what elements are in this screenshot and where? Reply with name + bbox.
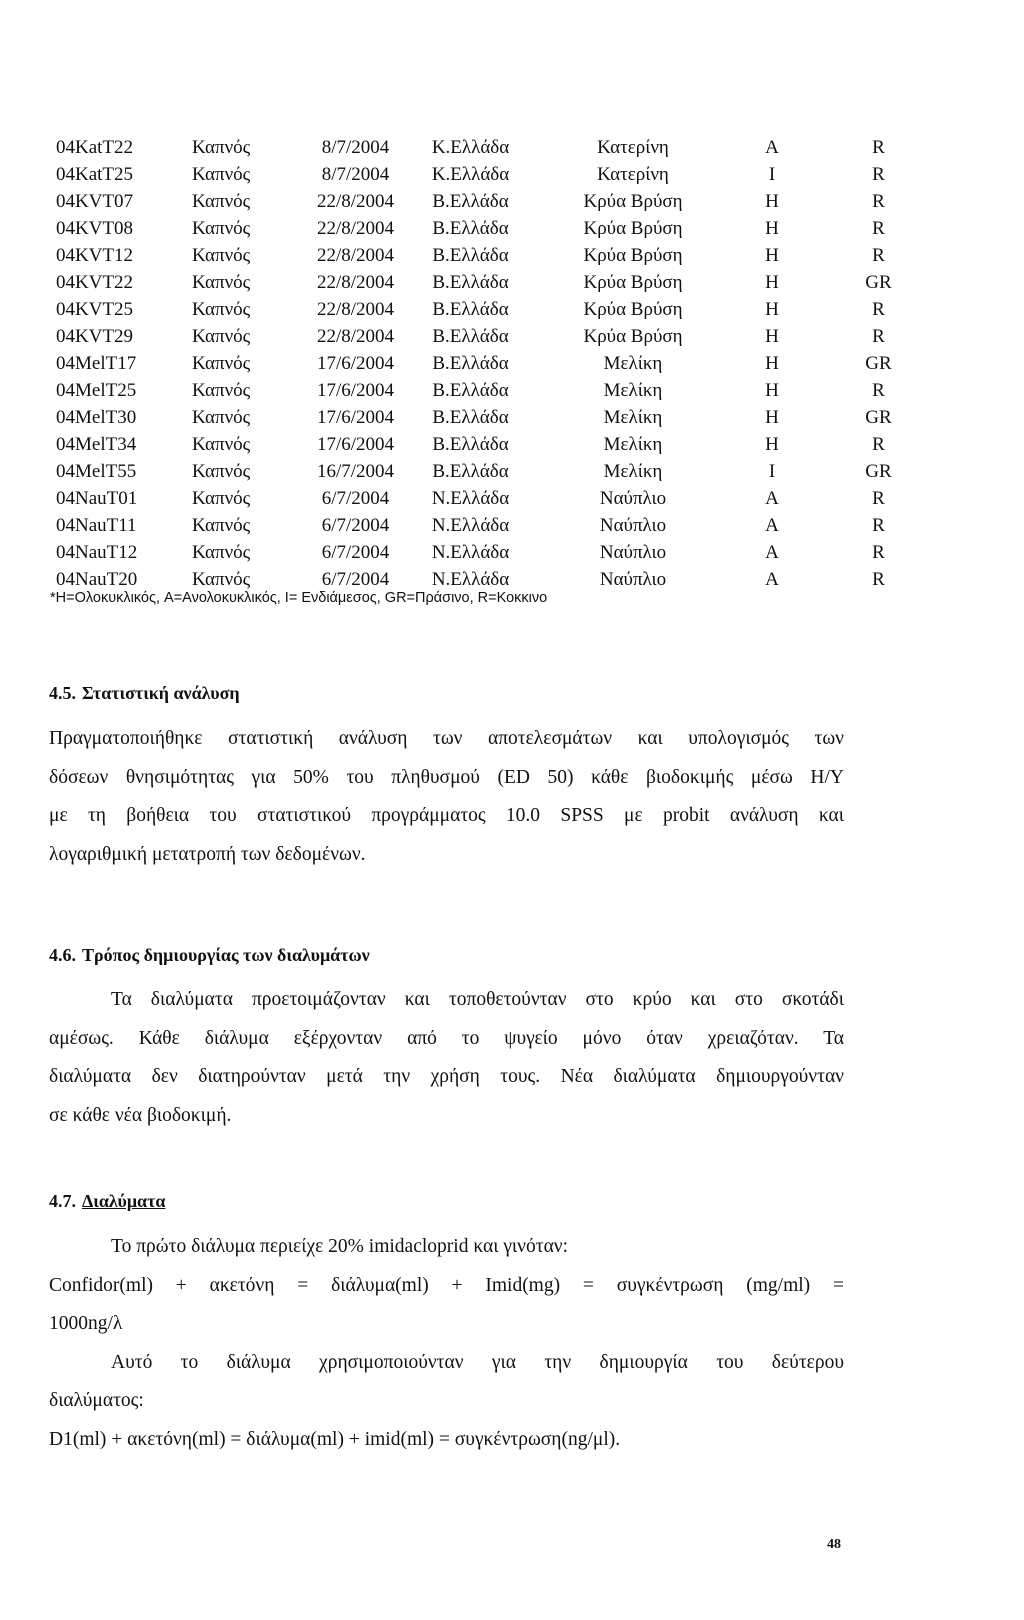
shape-cell: H <box>765 299 779 320</box>
host-plant-cell: Καπνός <box>192 488 251 509</box>
date-cell: 6/7/2004 <box>321 488 390 509</box>
host-plant-cell: Καπνός <box>192 137 251 158</box>
host-plant-cell: Καπνός <box>192 218 251 239</box>
table-row <box>48 323 946 350</box>
section-heading-4-7 <box>49 1191 165 1212</box>
shape-cell: H <box>765 380 779 401</box>
shape-cell: A <box>765 137 779 158</box>
table-row <box>48 566 946 593</box>
location-cell: Ναύπλιο <box>599 542 667 563</box>
location-cell: Μελίκη <box>603 353 663 374</box>
paragraph-solution-preparation <box>49 981 844 1135</box>
region-cell: Β.Ελλάδα <box>432 461 509 482</box>
paragraph-solutions <box>49 1228 844 1459</box>
text-line: σε κάθε νέα βιοδοκιμή. <box>49 1104 232 1126</box>
region-cell: Ν.Ελλάδα <box>431 515 510 536</box>
color-cell: R <box>872 434 885 455</box>
date-cell: 22/8/2004 <box>316 299 395 320</box>
shape-cell: H <box>765 218 779 239</box>
table-row <box>48 485 946 512</box>
text-line: λογαριθμική μετατροπή των δεδομένων. <box>49 843 366 865</box>
location-cell: Κρύα Βρύση <box>583 245 683 266</box>
text-line: Πραγματοποιήθηκε στατιστική ανάλυση των αποτελεσμάτων και υπολογισμός των <box>49 728 844 749</box>
text-line: D1(ml) + ακετόνη(ml) = διάλυμα(ml) + imid(ml) = συγκέντρωση(ng/μl). <box>49 1428 621 1450</box>
text-line: με τη βοήθεια του στατιστικού προγράμματος 10.0 SPSS με probit ανάλυση και <box>49 805 844 826</box>
region-cell: Κ.Ελλάδα <box>431 137 510 158</box>
color-cell: GR <box>865 353 892 374</box>
table-row <box>48 404 946 431</box>
date-cell: 22/8/2004 <box>316 218 395 239</box>
section-heading-4-6 <box>49 945 370 966</box>
shape-cell: I <box>768 164 776 185</box>
section-number: 4.6. <box>49 945 76 965</box>
table-row <box>48 377 946 404</box>
date-cell: 17/6/2004 <box>316 353 395 374</box>
section-title: Στατιστική ανάλυση <box>82 683 240 703</box>
region-cell: Β.Ελλάδα <box>432 434 509 455</box>
section-number: 4.7. <box>49 1191 76 1211</box>
text-line: διαλύματος: <box>49 1390 144 1411</box>
table-legend: *H=Ολοκυκλικός, A=Ανολοκυκλικός, I= Ενδιάμεσος, GR=Πράσινο, R=Κοκκινο <box>50 590 548 606</box>
sample-code-cell: 04KVT29 <box>56 326 134 347</box>
location-cell: Κατερίνη <box>597 137 669 158</box>
shape-cell: H <box>765 245 779 266</box>
date-cell: 17/6/2004 <box>316 434 395 455</box>
text-line: αμέσως. Κάθε διάλυμα εξέρχονταν από το ψυγείο μόνο όταν χρειαζόταν. Τα <box>49 1027 844 1049</box>
host-plant-cell: Καπνός <box>192 434 251 455</box>
location-cell: Κρύα Βρύση <box>583 191 683 212</box>
table-row <box>48 188 946 215</box>
region-cell: Β.Ελλάδα <box>432 326 509 347</box>
shape-cell: H <box>765 353 779 374</box>
region-cell: Β.Ελλάδα <box>432 407 509 428</box>
sample-code-cell: 04NauT20 <box>56 569 138 590</box>
table-row <box>48 350 946 377</box>
host-plant-cell: Καπνός <box>192 407 251 428</box>
date-cell: 16/7/2004 <box>316 461 395 482</box>
samples-table-body <box>48 134 946 593</box>
date-cell: 17/6/2004 <box>316 380 395 401</box>
text-line: Confidor(ml) + ακετόνη = διάλυμα(ml) + Imid(mg) = συγκέντρωση (mg/ml) = <box>49 1274 844 1296</box>
host-plant-cell: Καπνός <box>192 164 251 185</box>
table-row <box>48 539 946 566</box>
shape-cell: A <box>765 488 779 509</box>
color-cell: R <box>872 380 885 401</box>
date-cell: 22/8/2004 <box>316 191 395 212</box>
table-row <box>48 512 946 539</box>
color-cell: R <box>872 164 885 185</box>
section-title: Διαλύματα <box>82 1191 166 1211</box>
sample-code-cell: 04KVT07 <box>56 191 134 212</box>
text-line: Αυτό το διάλυμα χρησιμοποιούνταν για την δημιουργία του δεύτερου <box>111 1351 844 1373</box>
sample-code-cell: 04KVT22 <box>56 272 134 293</box>
sample-code-cell: 04NauT12 <box>56 542 138 563</box>
host-plant-cell: Καπνός <box>192 245 251 266</box>
date-cell: 17/6/2004 <box>316 407 395 428</box>
sample-code-cell: 04NauT11 <box>56 515 137 536</box>
location-cell: Ναύπλιο <box>599 488 667 509</box>
host-plant-cell: Καπνός <box>192 515 251 536</box>
shape-cell: A <box>765 515 779 536</box>
location-cell: Κρύα Βρύση <box>583 299 683 320</box>
color-cell: GR <box>865 407 892 428</box>
shape-cell: A <box>765 569 779 590</box>
sample-code-cell: 04MelT30 <box>56 407 137 428</box>
sample-code-cell: 04NauT01 <box>56 488 138 509</box>
table-row <box>48 269 946 296</box>
date-cell: 6/7/2004 <box>321 542 390 563</box>
host-plant-cell: Καπνός <box>192 569 251 590</box>
sample-code-cell: 04MelT25 <box>56 380 137 401</box>
date-cell: 8/7/2004 <box>321 137 390 158</box>
samples-table <box>48 134 946 593</box>
shape-cell: H <box>765 272 779 293</box>
shape-cell: A <box>765 542 779 563</box>
color-cell: R <box>872 326 885 347</box>
host-plant-cell: Καπνός <box>192 380 251 401</box>
date-cell: 6/7/2004 <box>321 569 390 590</box>
shape-cell: H <box>765 326 779 347</box>
table-row <box>48 242 946 269</box>
table-row <box>48 431 946 458</box>
location-cell: Κρύα Βρύση <box>583 218 683 239</box>
text-line: 1000ng/λ <box>49 1313 123 1334</box>
sample-code-cell: 04MelT17 <box>56 353 137 374</box>
section-title: Τρόπος δημιουργίας των διαλυμάτων <box>82 945 370 965</box>
location-cell: Ναύπλιο <box>599 515 667 536</box>
region-cell: Ν.Ελλάδα <box>431 542 510 563</box>
section-number: 4.5. <box>49 683 76 703</box>
location-cell: Μελίκη <box>603 380 663 401</box>
color-cell: R <box>872 245 885 266</box>
shape-cell: H <box>765 191 779 212</box>
color-cell: R <box>872 299 885 320</box>
location-cell: Ναύπλιο <box>599 569 667 590</box>
date-cell: 8/7/2004 <box>321 164 390 185</box>
sample-code-cell: 04KVT12 <box>56 245 134 266</box>
color-cell: GR <box>865 461 892 482</box>
region-cell: Ν.Ελλάδα <box>431 488 510 509</box>
sample-code-cell: 04MelT55 <box>56 461 137 482</box>
date-cell: 22/8/2004 <box>316 272 395 293</box>
location-cell: Μελίκη <box>603 434 663 455</box>
text-line: Το πρώτο διάλυμα περιείχε 20% imidacloprid και γινόταν: <box>111 1236 569 1257</box>
text-line: δόσεων θνησιμότητας για 50% του πληθυσμού (ED 50) κάθε βιοδοκιμής μέσω Η/Υ <box>49 766 844 788</box>
region-cell: Ν.Ελλάδα <box>431 569 510 590</box>
color-cell: R <box>872 137 885 158</box>
host-plant-cell: Καπνός <box>192 191 251 212</box>
color-cell: GR <box>865 272 892 293</box>
color-cell: R <box>872 515 885 536</box>
region-cell: Β.Ελλάδα <box>432 380 509 401</box>
date-cell: 22/8/2004 <box>316 326 395 347</box>
sample-code-cell: 04KatT25 <box>56 164 134 185</box>
region-cell: Β.Ελλάδα <box>432 272 509 293</box>
location-cell: Μελίκη <box>603 407 663 428</box>
region-cell: Β.Ελλάδα <box>432 218 509 239</box>
text-line: Τα διαλύματα προετοιμάζονταν και τοποθετούνταν στο κρύο και στο σκοτάδι <box>111 989 844 1010</box>
host-plant-cell: Καπνός <box>192 272 251 293</box>
shape-cell: H <box>765 434 779 455</box>
region-cell: Β.Ελλάδα <box>432 299 509 320</box>
table-row <box>48 134 946 161</box>
host-plant-cell: Καπνός <box>192 299 251 320</box>
section-heading-4-5 <box>49 683 240 704</box>
shape-cell: I <box>768 461 776 482</box>
color-cell: R <box>872 542 885 563</box>
table-row <box>48 296 946 323</box>
text-line: διαλύματα δεν διατηρούνταν μετά την χρήση τους. Νέα διαλύματα δημιουργούνταν <box>49 1066 844 1087</box>
table-row <box>48 161 946 188</box>
page-number: 48 <box>827 1537 841 1552</box>
sample-code-cell: 04KVT08 <box>56 218 134 239</box>
color-cell: R <box>872 218 885 239</box>
date-cell: 22/8/2004 <box>316 245 395 266</box>
location-cell: Κρύα Βρύση <box>583 326 683 347</box>
table-row <box>48 215 946 242</box>
region-cell: Β.Ελλάδα <box>432 191 509 212</box>
color-cell: R <box>872 488 885 509</box>
location-cell: Κατερίνη <box>597 164 669 185</box>
host-plant-cell: Καπνός <box>192 353 251 374</box>
color-cell: R <box>872 569 885 590</box>
host-plant-cell: Καπνός <box>192 461 251 482</box>
sample-code-cell: 04KVT25 <box>56 299 134 320</box>
location-cell: Μελίκη <box>603 461 663 482</box>
sample-code-cell: 04KatT22 <box>56 137 134 158</box>
sample-code-cell: 04MelT34 <box>56 434 137 455</box>
host-plant-cell: Καπνός <box>192 326 251 347</box>
table-row <box>48 458 946 485</box>
location-cell: Κρύα Βρύση <box>583 272 683 293</box>
paragraph-statistical-analysis <box>49 720 844 874</box>
region-cell: Β.Ελλάδα <box>432 353 509 374</box>
date-cell: 6/7/2004 <box>321 515 390 536</box>
host-plant-cell: Καπνός <box>192 542 251 563</box>
region-cell: Β.Ελλάδα <box>432 245 509 266</box>
region-cell: Κ.Ελλάδα <box>431 164 510 185</box>
shape-cell: H <box>765 407 779 428</box>
color-cell: R <box>872 191 885 212</box>
